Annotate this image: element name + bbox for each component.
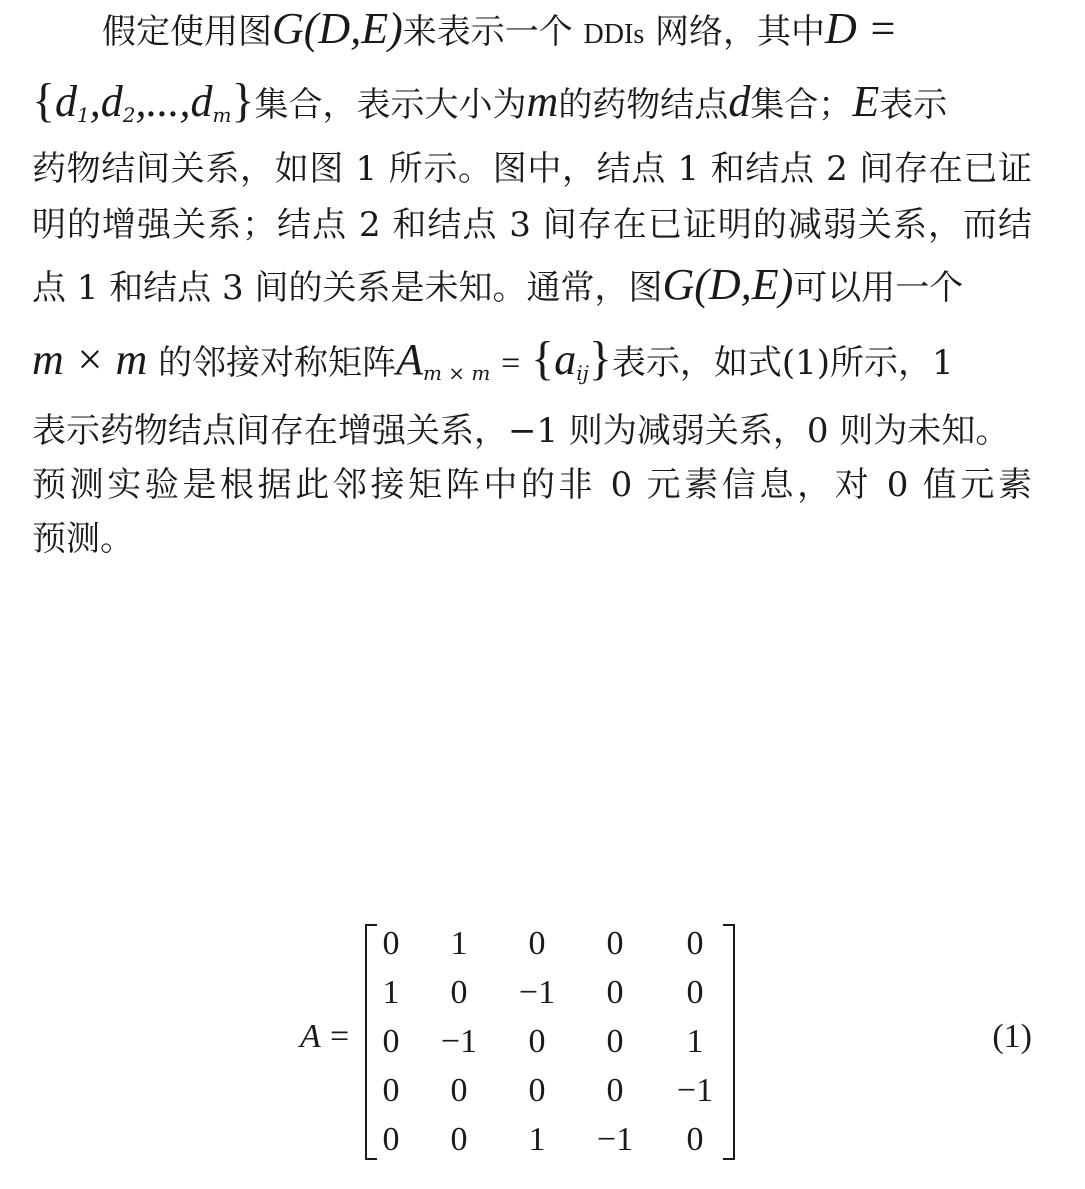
equation-number: (1): [992, 1018, 1032, 1055]
text-span: 可以用一个: [793, 268, 964, 308]
paragraph-line-8: 预测实验是根据此邻接矩阵中的非 0 元素信息，对 0 值元素: [32, 465, 1032, 505]
text-span: 来表示一个: [402, 12, 573, 52]
math-sub: m: [212, 103, 232, 127]
brace-open: {: [531, 332, 555, 385]
paragraph-line-4: 明的增强关系；结点 2 和结点 3 间存在已证明的减弱关系，而结: [32, 205, 1032, 245]
math-var: d: [728, 77, 751, 126]
text-span: 表示: [879, 85, 948, 125]
text-span: 的邻接对称矩阵: [158, 343, 397, 383]
matrix-cell: 0: [606, 925, 624, 962]
matrix-cell: 1: [686, 1023, 704, 1060]
matrix-cell: 0: [528, 1023, 546, 1060]
text-span: 的药物结点: [558, 85, 729, 125]
matrix-cell: 1: [450, 925, 468, 962]
matrix-cell: 0: [528, 1072, 546, 1109]
matrix-cell: 0: [450, 1072, 468, 1109]
matrix-cell: −1: [518, 974, 556, 1011]
matrix-cell: 0: [382, 1121, 400, 1158]
text-span: 表示，如式(1)所示，1: [611, 343, 954, 383]
math-sub: ij: [576, 361, 589, 385]
matrix-cell: 0: [528, 925, 546, 962]
matrix-cell: 0: [686, 1121, 704, 1158]
math-var: a: [554, 335, 577, 384]
equation-lhs: A: [300, 1018, 321, 1055]
text-span: 集合；: [750, 85, 853, 125]
matrix-cell: −1: [440, 1023, 478, 1060]
math-var: ,...,d: [135, 77, 213, 126]
text-span: 集合，表示大小为: [254, 85, 527, 125]
matrix-cell: 0: [686, 974, 704, 1011]
math-var: E: [852, 77, 880, 126]
math-sub: 1: [77, 103, 90, 127]
paragraph-line-7: 表示药物结点间存在增强关系，−1 则为减弱关系，0 则为未知。: [32, 411, 1010, 451]
math-sub: 2: [122, 103, 136, 127]
brace-close: }: [588, 332, 612, 385]
paragraph-line-1: [32, 0, 1032, 58]
matrix-cell: 0: [382, 1072, 400, 1109]
matrix-cell: 0: [382, 925, 400, 962]
matrix-cell: 1: [528, 1121, 546, 1158]
adjacency-matrix: [365, 924, 735, 1160]
text-span: 假定使用图: [102, 12, 272, 52]
matrix-cell: 0: [606, 1023, 624, 1060]
brace-open: {: [32, 74, 56, 127]
paragraph-line-2: [32, 72, 1032, 130]
text-span: 网络，其中: [655, 12, 826, 52]
matrix-cell: 0: [686, 925, 704, 962]
paragraph-line-6: [32, 330, 1032, 388]
matrix-cell: 0: [450, 1121, 468, 1158]
math-graph: G(D,E): [272, 4, 403, 53]
matrix-cell: 1: [382, 974, 400, 1011]
matrix-cell: 0: [382, 1023, 400, 1060]
text-span: 点 1 和结点 3 间的关系是未知。通常，图: [32, 268, 663, 308]
paragraph-line-9: 预测。: [32, 519, 134, 559]
matrix-cell: 0: [606, 1072, 624, 1109]
matrix-cell: −1: [676, 1072, 714, 1109]
equation-equals: =: [330, 1018, 350, 1055]
paragraph-line-3: 药物结间关系，如图 1 所示。图中，结点 1 和结点 2 间存在已证: [32, 149, 1032, 189]
math-var: ,d: [89, 77, 123, 126]
math-var: d: [55, 77, 78, 126]
matrix-cell: 0: [450, 974, 468, 1011]
matrix-cell: −1: [596, 1121, 634, 1158]
brace-close: }: [231, 74, 255, 127]
math-d-eq: D =: [825, 4, 898, 53]
math-sub: m × m: [422, 361, 491, 385]
math-eq: =: [501, 345, 521, 382]
math-dim: m × m: [32, 335, 148, 384]
text-span: DDIs: [583, 19, 645, 50]
paragraph-line-5: [32, 256, 1032, 314]
math-var: m: [526, 77, 559, 126]
math-var: A: [396, 335, 423, 384]
math-graph: G(D,E): [662, 260, 794, 309]
matrix-cell: 0: [606, 974, 624, 1011]
